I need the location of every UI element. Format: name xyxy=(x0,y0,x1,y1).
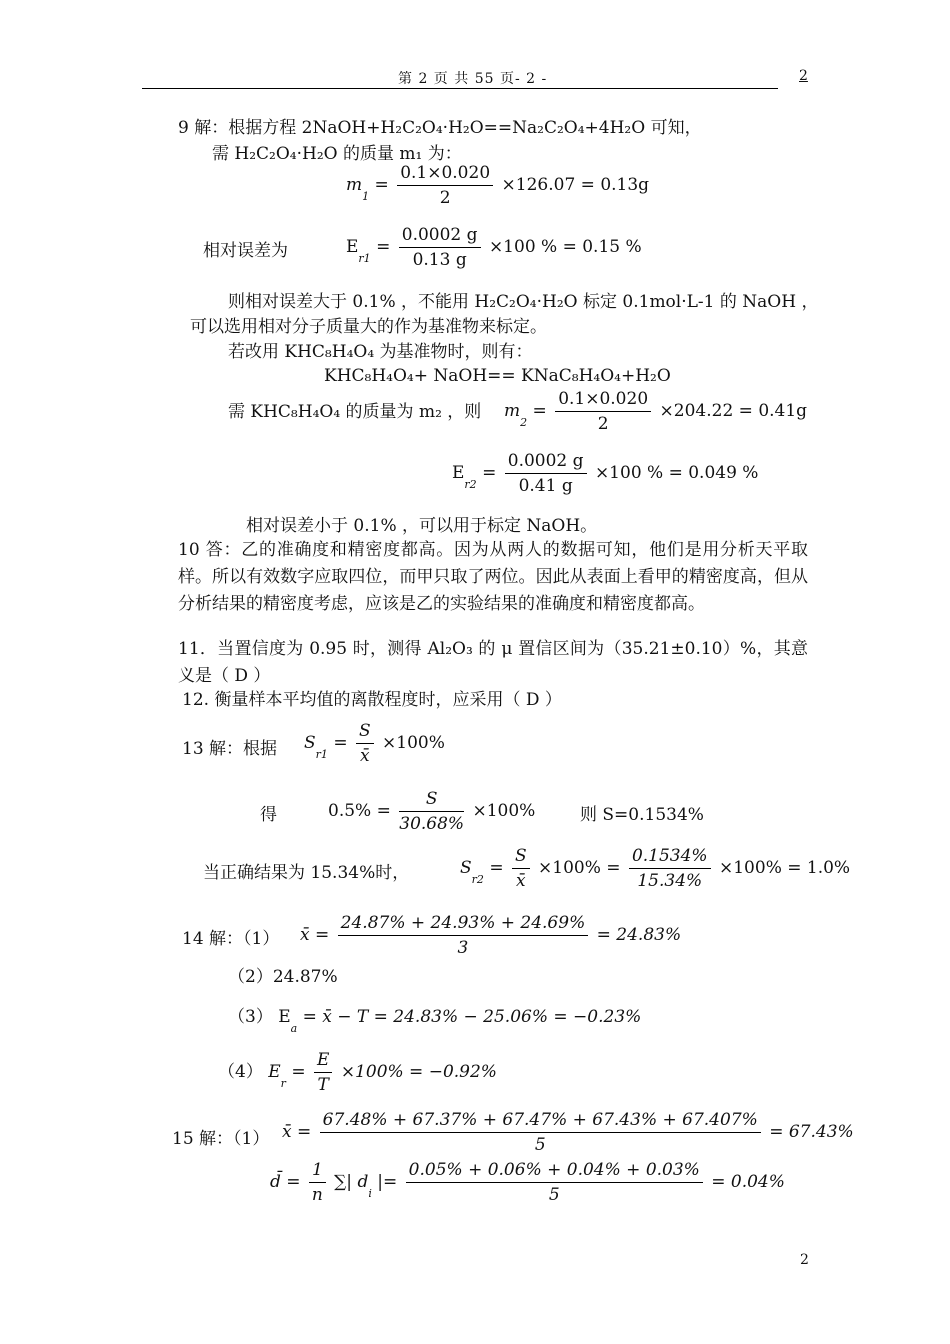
q13-de-label: 得 xyxy=(260,805,277,825)
q9-er1-formula: $E_{r1}$ = $\frac{0.0002 g}{0.13 g}$ ×100 % = 0.15 % xyxy=(346,225,642,270)
q15-deviation-formula: d̄ = $\frac{1}{n}$ ∑| $d_i$ |= $\frac{0.05\% + 0.06\% + 0.04\% + 0.03\%}{5}$ = 0.04% xyxy=(270,1160,785,1205)
q10-paragraph: 10 答：乙的准确度和精密度都高。因为从两人的数据可知，他们是用分析天平取样。所以有效数字应取四位，而甲只取了两位。因此从表面上看甲的精密度高，但从分析结果的精密度考虑，应该是乙的实验结果的准确度和精密度都高。 xyxy=(178,540,808,614)
q9-line-9: 需 KHC₈H₄O₄ 的质量为 m₂ ，则 xyxy=(228,402,482,422)
q11-paragraph: 11．当置信度为 0.95 时，测得 Al₂O₃ 的 μ 置信区间为（35.21±0.10）%，其意义是（ D ） xyxy=(178,639,808,686)
q9-line-1: 9 解：根据方程 2NaOH+H₂C₂O₄·H₂O==Na₂C₂O₄+4H₂O 可知， xyxy=(178,118,702,138)
q9-m1-formula: $m_1$ = $\frac{0.1\times 0.020}{2}$ ×126.07 = 0.13g xyxy=(346,163,650,208)
q13-de-formula: 0.5% = $\frac{S}{30.68\%}$ ×100% xyxy=(328,789,536,834)
q9-line-2: 需 H₂C₂O₄·H₂O 的质量 m₁ 为： xyxy=(212,144,462,164)
q13-sr1-formula: $S_{r1}$ = $\frac{S}{x̄}$ ×100% xyxy=(304,721,445,766)
header-rule xyxy=(142,88,778,89)
q14-part-3: （3） $E_a$ = x̄ − T = 24.83% − 25.06% = −0.23% xyxy=(228,1007,642,1035)
q14-mean-formula: x̄ = $\frac{24.87\% + 24.93\% + 24.69\%}{3}$ = 24.83% xyxy=(300,913,682,958)
q13-sr2-formula: $S_{r2}$ = $\frac{S}{x̄}$ ×100% = $\frac{0.1534\%}{15.34\%}$ ×100% = 1.0% xyxy=(460,846,851,891)
q15-label: 15 解：（1） xyxy=(172,1129,270,1149)
q13-s-result: 则 S=0.1534% xyxy=(580,805,704,825)
q9-line-12: 相对误差小于 0.1% ，可以用于标定 NaOH。 xyxy=(246,516,598,536)
q14-label: 14 解：（1） xyxy=(182,929,280,949)
page-header-text: 第 2 页 共 55 页- 2 - xyxy=(398,71,548,87)
q9-line-7: 若改用 KHC₈H₄O₄ 为基准物时，则有： xyxy=(228,342,533,362)
q9-line-8: KHC₈H₄O₄+ NaOH== KNaC₈H₄O₄+H₂O xyxy=(324,366,671,386)
page-footer-number: 2 xyxy=(800,1252,809,1268)
q14-part-2: （2）24.87% xyxy=(228,967,338,987)
q9-line-5: 则相对误差大于 0.1% ，不能用 H₂C₂O₄·H₂O 标定 0.1mol·L-1 的 NaOH ， xyxy=(228,292,819,312)
q14-part-4: （4） $E_r$ = $\frac{E}{T}$ ×100% = −0.92% xyxy=(218,1050,497,1095)
q15-mean-formula: x̄ = $\frac{67.48\% + 67.37\% + 67.47\% + 67.43\% + 67.407\%}{5}$ = 67.43% xyxy=(282,1110,854,1155)
q13-label: 13 解：根据 xyxy=(182,739,278,759)
page-header-number: 2 xyxy=(799,68,808,84)
q12-line: 12. 衡量样本平均值的离散程度时，应采用（ D ） xyxy=(182,690,562,710)
q9-er2-formula: $E_{r2}$ = $\frac{0.0002 g}{0.41 g}$ ×100 % = 0.049 % xyxy=(452,451,759,496)
q9-m2-formula: $m_2$ = $\frac{0.1\times 0.020}{2}$ ×204.22 = 0.41g xyxy=(504,389,808,434)
q13-when-label: 当正确结果为 15.34%时， xyxy=(203,863,410,883)
q9-er-label: 相对误差为 xyxy=(203,241,288,261)
q9-line-6: 可以选用相对分子质量大的作为基准物来标定。 xyxy=(190,317,547,337)
